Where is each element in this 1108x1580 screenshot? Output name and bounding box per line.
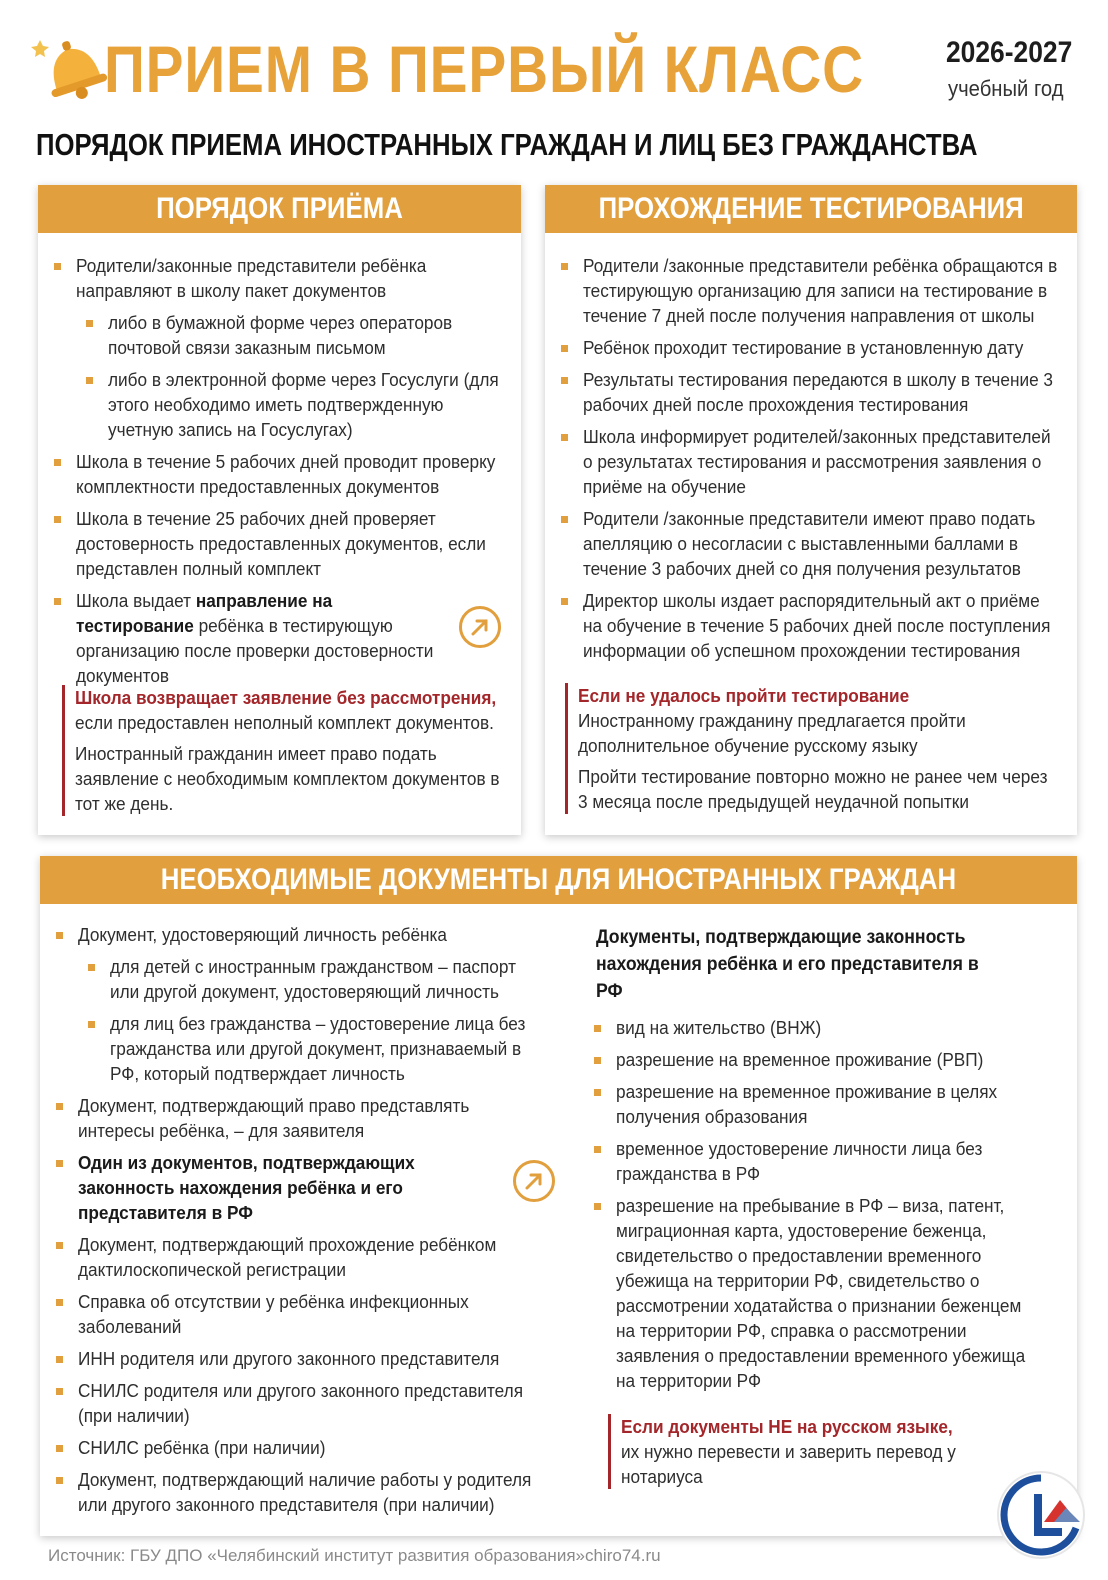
list-item-suffix: ребёнка в тестирующую организацию после проверки достоверности документов xyxy=(76,615,434,686)
go-to-legality-docs-arrow-icon[interactable] xyxy=(513,1160,555,1202)
warning-text: их нужно перевести и заверить перевод у нотариуса xyxy=(621,1441,956,1487)
warning-text: если предоставлен неполный комплект документов. xyxy=(75,712,494,733)
list-item: Документ, подтверждающий наличие работы у родителя или другого законного представителя (при наличии) xyxy=(40,1467,550,1517)
list-item: Родители /законные представители имеют право подать апелляцию о несогласии с выставленными баллами в течение 3 рабочих дней со дня получения результатов xyxy=(545,506,1065,581)
list-item: Директор школы издает распорядительный акт о приёме на обучение в течение 5 рабочих дней после поступления информации об успешном прохождении тестирования xyxy=(545,588,1065,663)
list-item: Результаты тестирования передаются в школу в течение 3 рабочих дней после прохождения тестирования xyxy=(545,367,1065,417)
admission-warning-note xyxy=(62,685,502,816)
list-item: Ребёнок проходит тестирование в установленную дату xyxy=(545,335,1065,360)
warning-text: Пройти тестирование повторно можно не ранее чем через 3 месяца после предыдущей неудачной попытки xyxy=(578,766,1048,812)
documents-left-list xyxy=(40,922,550,1524)
list-item-prefix: Школа выдает xyxy=(76,590,192,611)
school-year-label: учебный год xyxy=(948,76,1064,101)
testing-list xyxy=(545,253,1077,663)
list-item: Школа в течение 5 рабочих дней проводит проверку комплектности предоставленных документов xyxy=(38,449,507,499)
list-item: разрешение на временное проживание в целях получения образования xyxy=(578,1079,1036,1129)
list-item: Школа в течение 25 рабочих дней проверяет достоверность предоставленных документов, если представлен полный комплект xyxy=(38,506,507,581)
school-year: 2026-2027 xyxy=(946,36,1073,69)
list-item: Документ, подтверждающий право представлять интересы ребёнка, – для заявителя xyxy=(40,1093,550,1143)
list-subitem: для детей с иностранным гражданством – паспорт или другой документ, удостоверяющий личность xyxy=(40,954,550,1004)
required-documents-card xyxy=(40,856,1077,1536)
legality-documents-section xyxy=(596,924,1036,1400)
main-title: ПРИЕМ В ПЕРВЫЙ КЛАСС xyxy=(104,32,864,106)
list-item: ИНН родителя или другого законного представителя xyxy=(40,1346,550,1371)
translation-note xyxy=(608,1414,958,1489)
list-item: вид на жительство (ВНЖ) xyxy=(578,1015,1036,1040)
page-header xyxy=(0,0,1108,162)
warning-title: Если документы НЕ на русском языке, xyxy=(621,1416,953,1437)
list-item: временное удостоверение личности лица без гражданства в РФ xyxy=(578,1136,1036,1186)
page-subtitle: ПОРЯДОК ПРИЕМА ИНОСТРАННЫХ ГРАЖДАН И ЛИЦ БЕЗ ГРАЖДАНСТВА xyxy=(36,127,978,162)
admission-procedure-heading: ПОРЯДОК ПРИЁМА xyxy=(38,185,521,233)
legality-documents-heading: Документы, подтверждающие законность нахождения ребёнка и его представителя в РФ xyxy=(596,927,979,1002)
list-item: разрешение на пребывание в РФ – виза, патент, миграционная карта, удостоверение беженца, свидетельство о предоставлении временного убежища на территории РФ, свидетельство о рассмотрении ходатайства о признании беженцем на территории РФ, справка о рассмотрении заявления о предоставлении временного убежища на территории РФ xyxy=(578,1193,1036,1393)
testing-card xyxy=(545,185,1077,835)
testing-heading: ПРОХОЖДЕНИЕ ТЕСТИРОВАНИЯ xyxy=(545,185,1077,233)
source-credit: Источник: ГБУ ДПО «Челябинский институт развития образования»chiro74.ru xyxy=(48,1546,661,1565)
institute-logo-icon xyxy=(996,1470,1086,1560)
list-subitem: либо в электронной форме через Госуслуги (для этого необходимо иметь подтвержденную учетную запись на Госуслугах) xyxy=(38,367,507,442)
list-item: СНИЛС ребёнка (при наличии) xyxy=(40,1435,550,1460)
testing-failed-note xyxy=(565,683,1055,814)
list-item: Справка об отсутствии у ребёнка инфекционных заболеваний xyxy=(40,1289,550,1339)
warning-title: Школа возвращает заявление без рассмотрения, xyxy=(75,687,497,708)
warning-text: Иностранный гражданин имеет право подать заявление с необходимым комплектом документов в тот же день. xyxy=(75,743,500,814)
list-item: разрешение на временное проживание (РВП) xyxy=(578,1047,1036,1072)
list-item: Родители/законные представители ребёнка направляют в школу пакет документов xyxy=(38,253,507,303)
bell-icon xyxy=(30,32,110,104)
warning-title: Если не удалось пройти тестирование xyxy=(578,685,910,706)
list-subitem: либо в бумажной форме через операторов почтовой связи заказным письмом xyxy=(38,310,507,360)
go-to-testing-arrow-icon[interactable] xyxy=(459,606,501,648)
required-documents-heading: НЕОБХОДИМЫЕ ДОКУМЕНТЫ ДЛЯ ИНОСТРАННЫХ ГРАЖДАН xyxy=(40,856,1077,904)
list-item: Документ, удостоверяющий личность ребёнка xyxy=(40,922,550,947)
list-item xyxy=(38,588,507,688)
list-subitem: для лиц без гражданства – удостоверение лица без гражданства или другой документ, признаваемый в РФ, который подтверждает личность xyxy=(40,1011,550,1086)
admission-procedure-card xyxy=(38,185,521,835)
list-item: Школа информирует родителей/законных представителей о результатах тестирования и рассмотрения заявления о приёме на обучение xyxy=(545,424,1065,499)
list-item: СНИЛС родителя или другого законного представителя (при наличии) xyxy=(40,1378,550,1428)
legality-documents-list xyxy=(578,1015,1036,1393)
list-item: Документ, подтверждающий прохождение ребёнком дактилоскопической регистрации xyxy=(40,1232,550,1282)
list-item: Родители /законные представители ребёнка обращаются в тестирующую организацию для записи на тестирование в течение 7 дней после получения направления от школы xyxy=(545,253,1065,328)
admission-list xyxy=(38,253,521,688)
testing-referral-bold: направление на тестирование xyxy=(76,590,333,636)
list-item: Один из документов, подтверждающих законность нахождения ребёнка и его представителя в РФ xyxy=(40,1150,550,1225)
warning-text: Иностранному гражданину предлагается пройти дополнительное обучение русскому языку xyxy=(578,710,966,756)
